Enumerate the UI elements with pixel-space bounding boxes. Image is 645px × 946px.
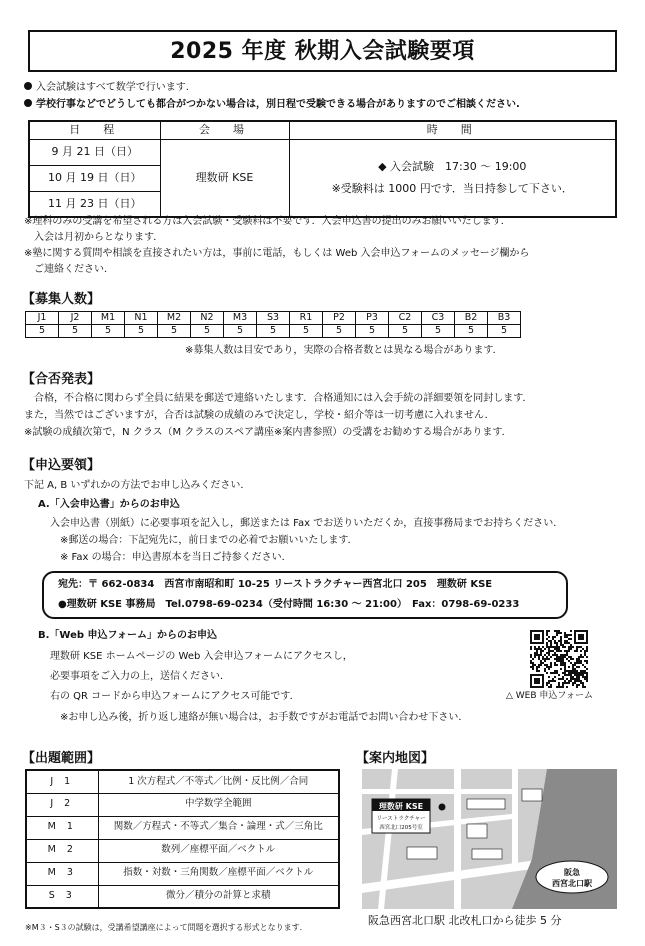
range-code: J 2 (26, 793, 98, 816)
boshu-class-cell: J2 (59, 312, 92, 325)
method-b-note: ※お申し込み後，折り返し連絡が無い場合は，お手数ですがお電話でお問い合わせ下さい． (60, 712, 469, 723)
boshu-count-cell: 5 (290, 325, 323, 338)
boshu-class-cell: J1 (26, 312, 59, 325)
station-name-2: 西宮北口駅 (552, 879, 592, 888)
bullet-dot-icon (24, 82, 32, 90)
schedule-fee: ※受験料は 1000 円です．当日持参して下さい． (331, 181, 573, 195)
range-content: 微分／積分の計算と求積 (98, 885, 339, 908)
schedule-time-cell (289, 139, 616, 217)
boshu-count-cell: 5 (92, 325, 125, 338)
boshu-count-cell: 5 (125, 325, 158, 338)
boshu-count-cell: 5 (224, 325, 257, 338)
moushikomi-heading: 【申込要領】 (22, 458, 101, 473)
boshu-class-row (26, 312, 521, 325)
range-content: 1 次方程式／不等式／比例・反比例／合同 (98, 770, 339, 793)
qr-caption: △ WEB 申込フォーム (506, 691, 593, 701)
range-content: 中学数学全範囲 (98, 793, 339, 816)
gohi-heading: 【合否発表】 (22, 372, 101, 387)
boshu-count-cell: 5 (191, 325, 224, 338)
schedule-header-time: 時 間 (289, 121, 616, 139)
boshu-class-cell: P3 (356, 312, 389, 325)
boshu-count-cell: 5 (26, 325, 59, 338)
range-code: J 1 (26, 770, 98, 793)
kse-location-icon (439, 804, 446, 811)
boshu-class-cell: B2 (455, 312, 488, 325)
station-label-bg (536, 861, 608, 893)
boshu-class-cell: M3 (224, 312, 257, 325)
boshu-count-cell: 5 (59, 325, 92, 338)
schedule-notes: ※理科のみの受講を希望される方は入会試験・受験料は不要です．入会申込書の提出のみお願いいたします． 入会は月初からとなります． ※塾に関する質問や相談を直接されたい方は，事前に電話，もしくは Web 入会申込フォームのメッセージ欄から ご連絡ください． (24, 216, 530, 275)
boshu-count-cell: 5 (323, 325, 356, 338)
kse-label: 理数研 KSE (378, 802, 424, 811)
range-row (26, 816, 339, 839)
kse-sub2: 西宮北口205号室 (379, 825, 423, 831)
boshu-count-cell: 5 (389, 325, 422, 338)
range-table (25, 769, 340, 909)
gohi-body: 合格，不合格に関わらず全員に結果を郵送で連絡いたします．合格通知には入会手続の詳細要領を同封します． また，当然ではございますが，合否は試験の成績のみで決定し，学校・紹介等は一切考慮に入れません． ※試験の成績次第で，N クラス（M クラスのスペア講座※案内書参照）の受講をお勧めする場合があります． (24, 393, 533, 438)
range-code: S 3 (26, 885, 98, 908)
boshu-class-cell: M2 (158, 312, 191, 325)
qr-code-icon[interactable] (530, 630, 588, 688)
bullet-dot-icon (24, 99, 32, 107)
boshu-class-cell: N2 (191, 312, 224, 325)
range-row (26, 885, 339, 908)
kse-sub1: リーストラクチャー (376, 816, 426, 822)
schedule-header-venue: 会 場 (160, 121, 289, 139)
station-name-1: 阪急 (564, 868, 580, 877)
method-b-title: B.「Web 申込フォーム」からのお申込 (38, 630, 218, 641)
range-row (26, 839, 339, 862)
boshu-note: ※募集人数は目安であり，実際の合格者数とは異なる場合があります． (185, 345, 503, 356)
range-row (26, 862, 339, 885)
range-row (26, 770, 339, 793)
guide-map (362, 769, 617, 909)
schedule-date: 9 月 21 日（日） (29, 139, 160, 165)
range-content: 数列／座標平面／ベクトル (98, 839, 339, 862)
boshu-class-cell: C2 (389, 312, 422, 325)
boshu-count-cell: 5 (356, 325, 389, 338)
boshu-table (25, 311, 521, 338)
boshu-class-cell: B3 (488, 312, 521, 325)
map-caption: 阪急西宮北口駅 北改札口から徒歩 5 分 (368, 914, 562, 927)
method-b-body: 理数研 KSE ホームページの Web 入会申込フォームにアクセスし， 必要事項をご入力の上，送信ください． 右の QR コードから申込フォームにアクセス可能です． (50, 651, 353, 702)
range-code: M 2 (26, 839, 98, 862)
map-heading: 【案内地図】 (356, 751, 435, 766)
range-content: 指数・対数・三角関数／座標平面／ベクトル (98, 862, 339, 885)
range-row (26, 793, 339, 816)
method-a-body: 入会申込書（別紙）に必要事項を記入し，郵送または Fax でお送りいただくか，直接事務局までお持ちください． ※郵送の場合：下記宛先に，前日までの必着でお願いいたします． ※ Fax の場合：申込書原本を当日ご持参ください． (50, 518, 564, 563)
boshu-count-cell: 5 (422, 325, 455, 338)
range-heading: 【出題範囲】 (22, 751, 101, 766)
boshu-count-cell: 5 (455, 325, 488, 338)
boshu-count-cell: 5 (488, 325, 521, 338)
bullet-line: 入会試験はすべて数学で行います. (24, 80, 624, 97)
boshu-class-cell: P2 (323, 312, 356, 325)
address-box (42, 571, 568, 619)
boshu-class-cell: N1 (125, 312, 158, 325)
range-content: 関数／方程式・不等式／集合・論理・式／三角比 (98, 816, 339, 839)
range-code: M 1 (26, 816, 98, 839)
boshu-count-cell: 5 (257, 325, 290, 338)
schedule-table (28, 120, 617, 218)
schedule-header-date: 日 程 (29, 121, 160, 139)
contact-line: ●理数研 KSE 事務局 Tel.0798-69-0234（受付時間 16:30 ～ 21:00） Fax：0798-69-0233 (58, 599, 520, 610)
moushikomi-intro: 下記 A, B いずれかの方法でお申し込みください． (24, 480, 251, 491)
boshu-class-cell: S3 (257, 312, 290, 325)
boshu-class-cell: M1 (92, 312, 125, 325)
page-title: 2025 年度 秋期入会試験要項 (170, 38, 475, 64)
range-code: M 3 (26, 862, 98, 885)
schedule-date: 11 月 23 日（日） (29, 191, 160, 217)
schedule-time: ◆ 入会試験 17:30 ～ 19:00 (378, 159, 527, 173)
boshu-heading: 【募集人数】 (22, 292, 101, 307)
boshu-class-cell: R1 (290, 312, 323, 325)
bullet-line: 学校行事などでどうしても都合がつかない場合は，別日程で受験できる場合がありますのでご相談ください. (24, 97, 624, 114)
boshu-count-cell: 5 (158, 325, 191, 338)
intro-bullets (24, 80, 624, 114)
boshu-count-row (26, 325, 521, 338)
schedule-venue: 理数研 KSE (160, 139, 289, 217)
range-note: ※M３・S３の試験は，受講希望講座によって問題を選択する形式となります. (25, 923, 303, 932)
method-a-title: A.「入会申込書」からのお申込 (38, 499, 180, 510)
boshu-class-cell: C3 (422, 312, 455, 325)
schedule-date: 10 月 19 日（日） (29, 165, 160, 191)
address-line: 宛先：〒 662-0834 西宮市南昭和町 10-25 リーストラクチャー西宮北口 205 理数研 KSE (58, 579, 493, 590)
title-box (28, 30, 617, 72)
